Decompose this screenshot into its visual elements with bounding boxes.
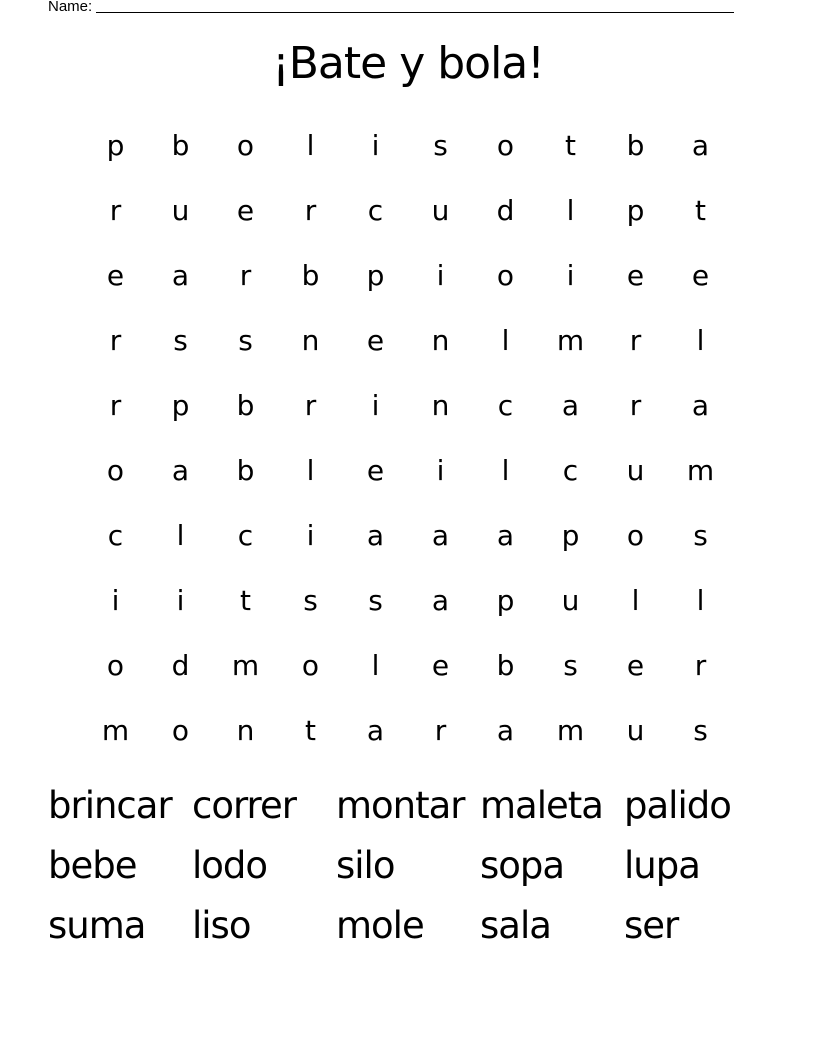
grid-cell[interactable]: a bbox=[431, 519, 450, 552]
grid-cell[interactable]: p bbox=[366, 259, 385, 292]
grid-cell[interactable]: n bbox=[431, 389, 450, 422]
grid-cell[interactable]: n bbox=[236, 714, 255, 747]
grid-cell[interactable]: c bbox=[107, 519, 124, 552]
word-bank-item: mole bbox=[336, 904, 424, 947]
grid-cell[interactable]: s bbox=[173, 324, 188, 357]
grid-cell[interactable]: o bbox=[496, 259, 515, 292]
name-underline[interactable] bbox=[96, 12, 734, 13]
grid-cell[interactable]: i bbox=[111, 584, 120, 617]
grid-cell[interactable]: e bbox=[626, 649, 645, 682]
grid-cell[interactable]: p bbox=[561, 519, 580, 552]
grid-cell[interactable]: u bbox=[431, 194, 450, 227]
grid-cell[interactable]: m bbox=[231, 649, 260, 682]
grid-cell[interactable]: c bbox=[562, 454, 579, 487]
grid-cell[interactable]: r bbox=[304, 194, 317, 227]
grid-cell[interactable]: o bbox=[171, 714, 190, 747]
grid-cell[interactable]: s bbox=[693, 714, 708, 747]
grid-cell[interactable]: i bbox=[371, 129, 380, 162]
grid-cell[interactable]: e bbox=[106, 259, 125, 292]
grid-cell[interactable]: a bbox=[366, 519, 385, 552]
grid-cell[interactable]: r bbox=[239, 259, 252, 292]
word-bank-item: lodo bbox=[192, 844, 268, 887]
grid-cell[interactable]: p bbox=[106, 129, 125, 162]
grid-cell[interactable]: l bbox=[501, 324, 510, 357]
grid-cell[interactable]: e bbox=[431, 649, 450, 682]
grid-cell[interactable]: p bbox=[171, 389, 190, 422]
grid-cell[interactable]: l bbox=[696, 324, 705, 357]
grid-cell[interactable]: o bbox=[106, 649, 125, 682]
grid-cell[interactable]: b bbox=[626, 129, 645, 162]
grid-cell[interactable]: m bbox=[686, 454, 715, 487]
grid-cell[interactable]: a bbox=[366, 714, 385, 747]
name-label: Name: bbox=[48, 0, 93, 15]
grid-cell[interactable]: e bbox=[626, 259, 645, 292]
grid-cell[interactable]: o bbox=[496, 129, 515, 162]
grid-cell[interactable]: u bbox=[171, 194, 190, 227]
grid-cell[interactable]: i bbox=[176, 584, 185, 617]
grid-cell[interactable]: l bbox=[566, 194, 575, 227]
grid-cell[interactable]: o bbox=[236, 129, 255, 162]
grid-cell[interactable]: s bbox=[238, 324, 253, 357]
grid-cell[interactable]: a bbox=[691, 389, 710, 422]
word-bank-item: sopa bbox=[480, 844, 565, 887]
word-bank-item: lupa bbox=[624, 844, 700, 887]
grid-cell[interactable]: i bbox=[306, 519, 315, 552]
grid-cell[interactable]: d bbox=[496, 194, 515, 227]
grid-cell[interactable]: c bbox=[237, 519, 254, 552]
grid-cell[interactable]: t bbox=[305, 714, 316, 747]
grid-cell[interactable]: i bbox=[566, 259, 575, 292]
grid-cell[interactable]: a bbox=[496, 714, 515, 747]
grid-cell[interactable]: i bbox=[436, 454, 445, 487]
grid-cell[interactable]: a bbox=[171, 454, 190, 487]
grid-cell[interactable]: c bbox=[367, 194, 384, 227]
grid-cell[interactable]: u bbox=[561, 584, 580, 617]
grid-cell[interactable]: u bbox=[626, 714, 645, 747]
grid-cell[interactable]: s bbox=[368, 584, 383, 617]
grid-cell[interactable]: b bbox=[301, 259, 320, 292]
grid-cell[interactable]: l bbox=[501, 454, 510, 487]
grid-cell[interactable]: s bbox=[693, 519, 708, 552]
grid-cell[interactable]: u bbox=[626, 454, 645, 487]
grid-cell[interactable]: n bbox=[431, 324, 450, 357]
grid-cell[interactable]: b bbox=[496, 649, 515, 682]
grid-cell[interactable]: r bbox=[434, 714, 447, 747]
grid-cell[interactable]: a bbox=[496, 519, 515, 552]
grid-cell[interactable]: t bbox=[565, 129, 576, 162]
grid-cell[interactable]: b bbox=[236, 454, 255, 487]
grid-cell[interactable]: l bbox=[371, 649, 380, 682]
grid-cell[interactable]: r bbox=[109, 194, 122, 227]
grid-cell[interactable]: o bbox=[106, 454, 125, 487]
grid-cell[interactable]: e bbox=[366, 324, 385, 357]
grid-cell[interactable]: a bbox=[431, 584, 450, 617]
grid-cell[interactable]: t bbox=[695, 194, 706, 227]
word-bank-item: liso bbox=[192, 904, 251, 947]
grid-cell[interactable]: b bbox=[171, 129, 190, 162]
word-bank-item: sala bbox=[480, 904, 551, 947]
grid-cell[interactable]: c bbox=[497, 389, 514, 422]
grid-cell[interactable]: r bbox=[109, 389, 122, 422]
grid-cell[interactable]: m bbox=[101, 714, 130, 747]
grid-cell[interactable]: s bbox=[563, 649, 578, 682]
grid-cell[interactable]: s bbox=[303, 584, 318, 617]
word-bank-item: suma bbox=[48, 904, 146, 947]
grid-cell[interactable]: p bbox=[496, 584, 515, 617]
word-bank-item: correr bbox=[192, 784, 296, 827]
grid-cell[interactable]: n bbox=[301, 324, 320, 357]
grid-cell[interactable]: b bbox=[236, 389, 255, 422]
grid-cell[interactable]: i bbox=[436, 259, 445, 292]
grid-cell[interactable]: r bbox=[109, 324, 122, 357]
grid-cell[interactable]: p bbox=[626, 194, 645, 227]
grid-cell[interactable]: e bbox=[236, 194, 255, 227]
grid-cell[interactable]: e bbox=[366, 454, 385, 487]
grid-cell[interactable]: a bbox=[171, 259, 190, 292]
word-bank-item: montar bbox=[336, 784, 465, 827]
letter-grid bbox=[83, 113, 733, 763]
grid-cell[interactable]: e bbox=[691, 259, 710, 292]
name-field bbox=[48, 0, 734, 17]
word-bank-item: maleta bbox=[480, 784, 603, 827]
grid-cell[interactable]: a bbox=[561, 389, 580, 422]
grid-cell[interactable]: s bbox=[433, 129, 448, 162]
grid-cell[interactable]: m bbox=[556, 714, 585, 747]
grid-cell[interactable]: r bbox=[629, 324, 642, 357]
grid-cell[interactable]: r bbox=[629, 389, 642, 422]
grid-cell[interactable]: o bbox=[301, 649, 320, 682]
word-bank bbox=[48, 776, 768, 956]
page-title: ¡Bate y bola! bbox=[272, 38, 544, 89]
grid-cell[interactable]: r bbox=[694, 649, 707, 682]
grid-cell[interactable]: a bbox=[691, 129, 710, 162]
word-bank-item: brincar bbox=[48, 784, 172, 827]
grid-cell[interactable]: o bbox=[626, 519, 645, 552]
grid-cell[interactable]: t bbox=[240, 584, 251, 617]
grid-cell[interactable]: r bbox=[304, 389, 317, 422]
word-bank-item: silo bbox=[336, 844, 395, 887]
grid-cell[interactable]: m bbox=[556, 324, 585, 357]
grid-cell[interactable]: l bbox=[696, 584, 705, 617]
word-bank-item: bebe bbox=[48, 844, 137, 887]
word-bank-item: palido bbox=[624, 784, 731, 827]
grid-cell[interactable]: l bbox=[631, 584, 640, 617]
grid-cell[interactable]: l bbox=[306, 454, 315, 487]
grid-cell[interactable]: i bbox=[371, 389, 380, 422]
word-bank-item: ser bbox=[624, 904, 679, 947]
grid-cell[interactable]: d bbox=[171, 649, 190, 682]
grid-cell[interactable]: l bbox=[176, 519, 185, 552]
grid-cell[interactable]: l bbox=[306, 129, 315, 162]
